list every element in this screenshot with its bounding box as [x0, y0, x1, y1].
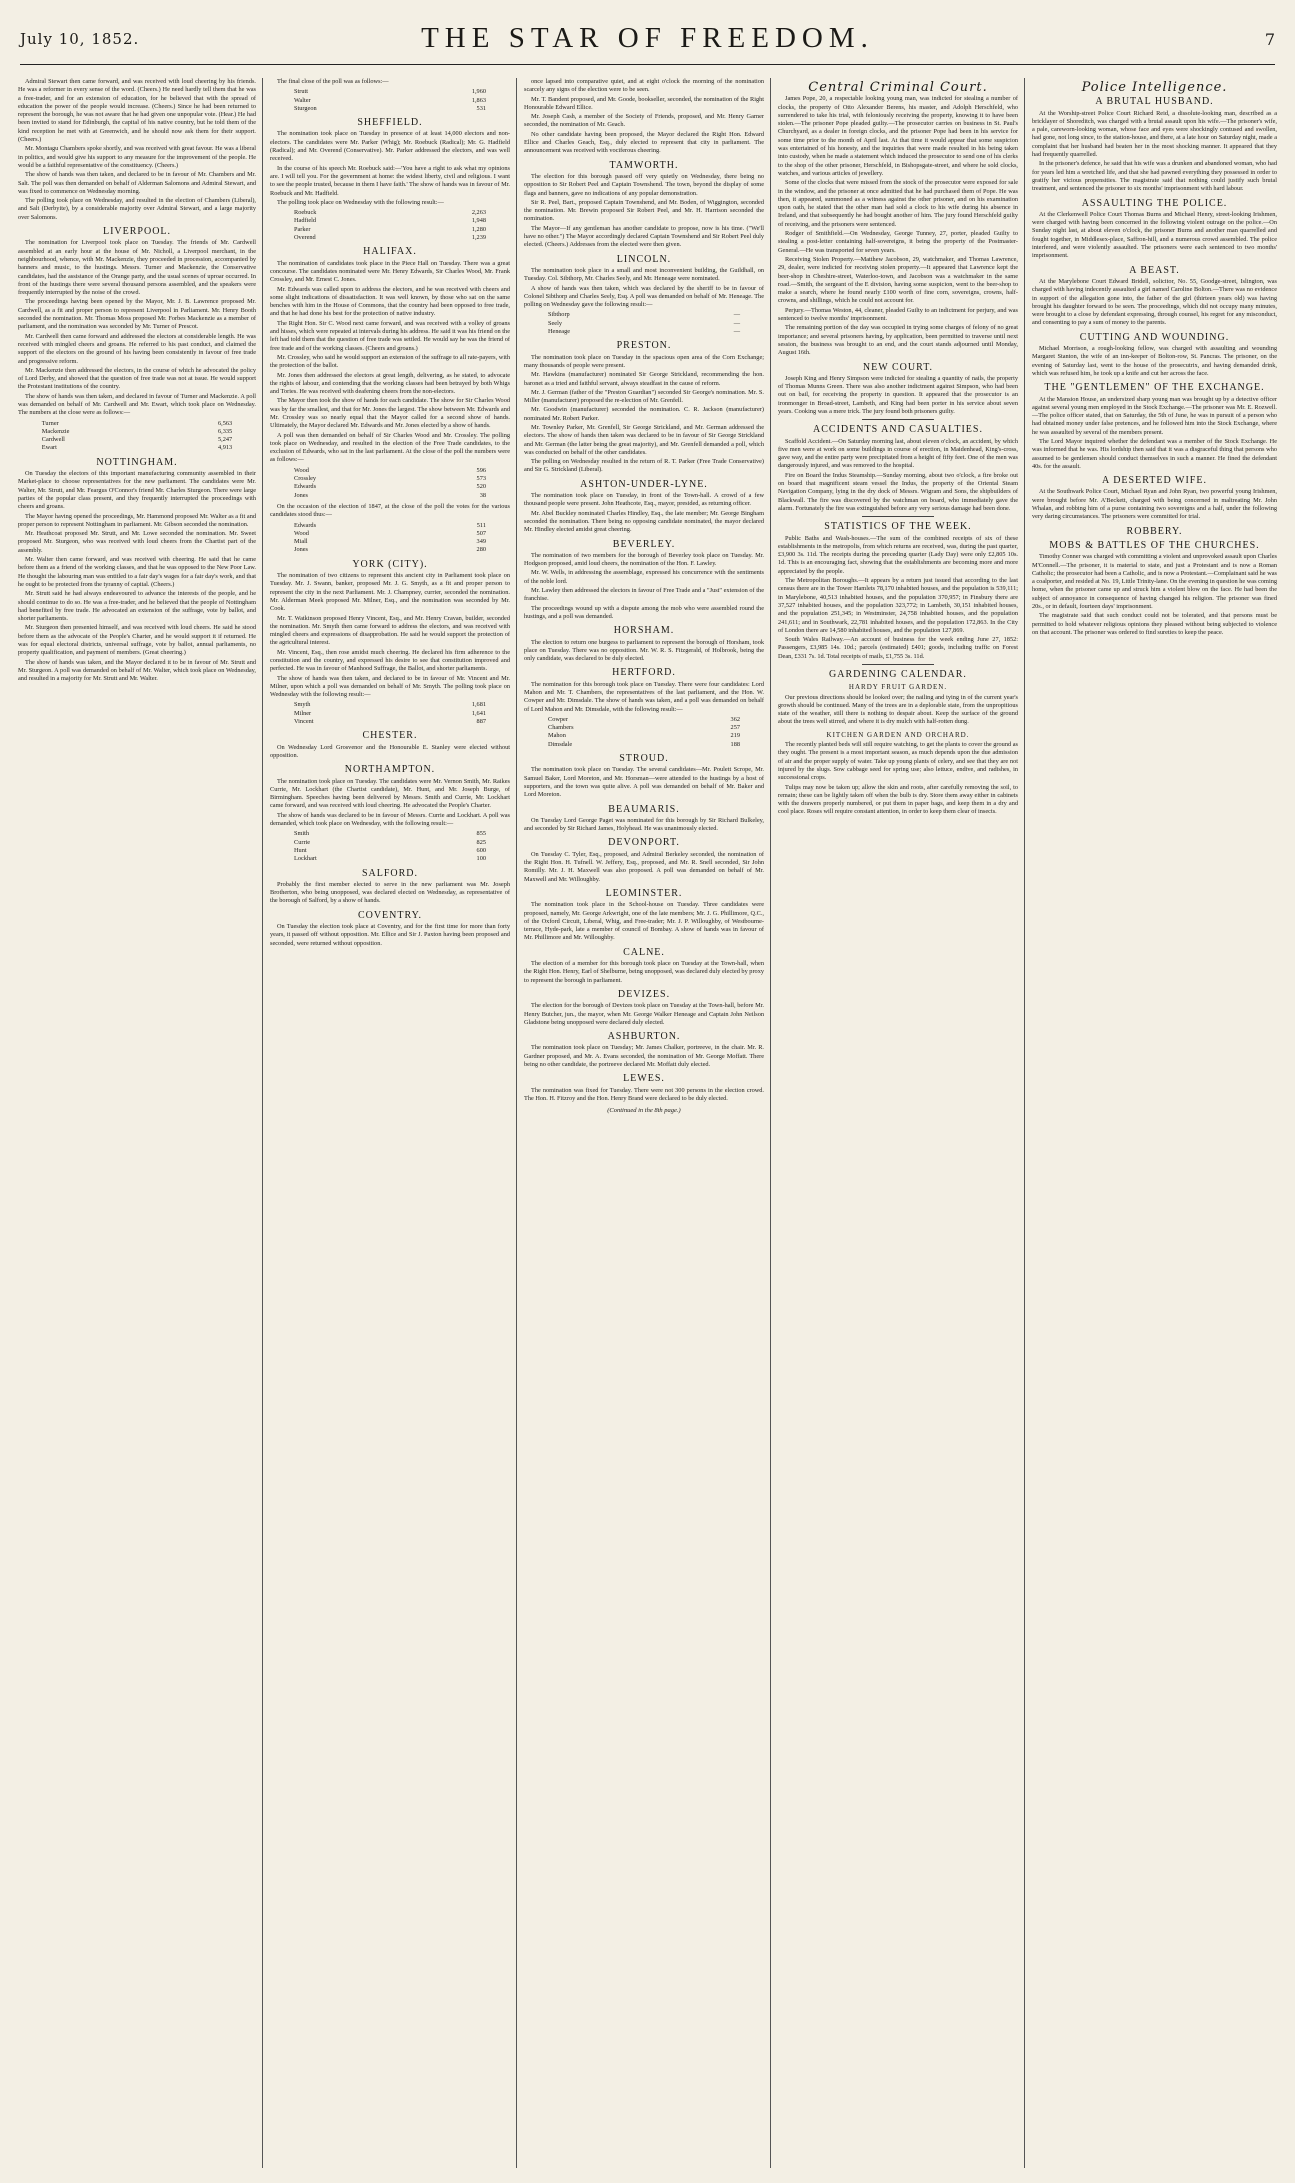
poll-row [294, 830, 486, 838]
paragraph: The Metropolitan Boroughs.—It appears by a return just issued that according to the last census there are in the Tower Hamlets 78,170 inhabited houses, and the population is 539,111; in Marylebone, 40,513 inhabited houses, and the population 370,957; in Finsbury there are 37,527 inhabited houses, and the population 323,772; in Lambeth, 30,151 inhabited houses, and the population 251,345; in Westminster, 24,758 inhabited houses, and the population 241,611; and in Southwark, 22,781 inhabited houses, and the population 172,863. In the City of London there are 14,580 inhabited houses, and the population 127,869. [778, 577, 1018, 634]
paragraph: The show of hands was declared to be in favour of Messrs. Currie and Lockhart. A poll was demanded, which took place on Wednesday, with the following result:— [270, 811, 510, 828]
poll-row [294, 710, 486, 718]
poll-row [42, 436, 232, 444]
poll-row [294, 701, 486, 709]
column-2 [270, 78, 510, 2168]
candidate-name: Wood [294, 466, 309, 474]
poll-table [548, 311, 740, 336]
vote-count: 2,263 [471, 209, 486, 217]
section-heading: DEVIZES. [617, 988, 671, 1000]
candidate-name: Heneage [548, 328, 571, 336]
poll-row [548, 724, 740, 732]
section-heading: HORSHAM. [613, 625, 675, 637]
poll-row [294, 97, 486, 105]
candidate-name: Edwards [294, 483, 317, 491]
section-heading: HALIFAX. [363, 246, 417, 258]
section-heading: SALFORD. [361, 867, 419, 879]
candidate-name: Crossley [294, 475, 317, 483]
poll-row [548, 716, 740, 724]
paragraph: The polling took place on Wednesday, and resulted in the election of Chambers (Liberal), and Salt (Derbyite), by a considerable majority over Admiral Stewart, and a large majority over Salomons. [18, 197, 256, 221]
poll-table [294, 209, 486, 242]
candidate-name: Milner [294, 709, 312, 717]
poll-row [294, 217, 486, 225]
paragraph: The polling took place on Wednesday with the following result:— [277, 198, 444, 206]
continued-note: (Continued in the 8th page.) [607, 1107, 681, 1115]
vote-count: — [733, 328, 740, 336]
section-heading: CALNE. [623, 946, 665, 958]
paragraph: Timothy Conner was charged with committing a violent and unprovoked assault upon Charles M'Connell.—The prisoner, it is material to state, and just a Protestant and is now a Roman Catholic; the prosecutor had been a Catholic, and is now a Protestant.—Complainant said he was a coalporter, and resided at No. 19, Little Trinity-lane. On the evening in question he was coming home, when the prisoner came up and struck him a violent blow on the face. He had been the subject of annoyance in consequence of having changed his religion. The prisoner was fined 20s., or in default, fourteen days' imprisonment. [1032, 553, 1277, 611]
vote-count: 188 [730, 740, 740, 748]
candidate-name: Mackenzie [41, 427, 70, 435]
divider [862, 516, 934, 517]
vote-count: 1,948 [471, 217, 486, 225]
poll-row [294, 88, 486, 96]
candidate-name: Cowper [548, 715, 568, 723]
column-rule [1024, 78, 1025, 2168]
paragraph: On the occasion of the election of 1847, at the close of the poll the votes for the various candidates stood thus:— [270, 502, 510, 519]
issue-date: July 10, 1852. [20, 30, 140, 48]
paragraph: The nomination took place on Tuesday in the spacious open area of the Corn Exchange; many thousands of people were present. [524, 353, 764, 369]
paragraph: The Mayor—If any gentleman has another candidate to propose, now is his time. ("We'll have no other.") The Mayor accordingly declared Captain Townshend and Sir Robert Peel duly elected. (Cheers.) Addresses from the elected were then given. [524, 224, 764, 249]
candidate-name: Vincent [294, 718, 314, 726]
poll-table [294, 830, 486, 863]
vote-count: 38 [479, 491, 486, 499]
paragraph: Admiral Stewart then came forward, and was received with loud cheering by his friends. He was a reformer in every sense of the word. (Cheers.) He need hardly tell them that he was a free-trader, and for an extension of education, for he believed that with the spread of education the power of the people would increase. (Cheers.) Since he had been returned to represent the borough, he was not aware that he had given one unpopular vote. (Hear.) He had been invited to stand for Edinburgh, the capital of his native country, but he told them of the kind reception he met with at Greenwich, and he should now ask them for their support. (Cheers.) [18, 78, 256, 144]
paragraph: Our previous directions should be looked over; the nailing and tying in of the current year's growth should be continued. Many of the trees are in a deplorable state, from the unpropitious state of the weather, still there is nothing to despair about. Keep the surface of the ground about the trees well stirred, and where it is dry mulch with half-rotten dung. [778, 693, 1018, 726]
section-heading: DEVONPORT. [608, 837, 680, 849]
candidate-name: Jones [294, 546, 308, 554]
vote-count: 100 [476, 855, 486, 863]
paragraph: Mr. W. Wells, in addressing the assemblage, expressed his concurrence with the sentiments of the noble lord. [524, 569, 764, 585]
section-heading: COVENTRY. [357, 909, 423, 921]
paragraph: The nomination took place on Tuesday, in front of the Town-hall. A crowd of a few thousand people were present. John Heathcote, Esq., mayor, presided, as returning officer. [524, 492, 764, 508]
paragraph: The remaining portion of the day was occupied in trying some charges of felony of no great importance; and several prisoners having, by application, been permitted to traverse until next session, the business was brought to an end, and the court stands adjourned until Monday, August 16th. [778, 324, 1018, 357]
candidate-name: Sturgeon [294, 104, 317, 112]
paragraph: The nomination took place in a small and most inconvenient building, the Guildhall, on Tuesday. Col. Sibthorp, Mr. Charles Seely, and Mr. Heneage were nominated. [524, 266, 764, 283]
paragraph: The nomination took place on Tuesday. The several candidates—Mr. Poulett Scrope, Mr. Samuel Baker, Lord Moreton, and Mr. Horsman—were attended to the hustings by a host of supporters, and the town was quite alive. A poll was demanded on behalf of Mr. Baker and Lord Moreton. [524, 766, 764, 799]
candidate-name: Turner [41, 419, 59, 427]
poll-row [42, 444, 232, 452]
poll-row [294, 855, 486, 863]
paragraph: Receiving Stolen Property.—Matthew Jacobson, 29, watchmaker, and Thomas Lawrence, 29, dealer, were indicted for receiving stolen property.—It appeared that Lawrence kept the beer-shop in Cheshire-street, Waterloo-town, and Jacobson was a watchmaker in the same road.—Smith, the sergeant of the E division, having some suspicion, went to the beer-shop to make a search, where he found nearly £100 worth of fine corn, sovereigns, crowns, half-crowns, and shillings, which he could not account for. [778, 255, 1018, 305]
paragraph: Joseph King and Henry Simpson were indicted for stealing a quantity of nails, the property of Thomas Munns Green. There was also another indictment against Simpson, who had been out on bail, for receiving the property in question. It appeared that the prosecutor is an ironmonger in Broad-street, Lambeth, and King had been porter in his service about seven years. Cooking was a mere trick. The jury found both prisoners guilty. [778, 374, 1018, 415]
paragraph: At the Worship-street Police Court Richard Reid, a dissolute-looking man, described as a bricklayer of Shoreditch, was charged with a brutal assault upon his wife.—The prisoner's wife, a pale, careworn-looking woman, whose face and eyes were shockingly contused and swollen, had gone, not long since, to the station-house, and there, at a late hour on Saturday night, made a complaint that her husband had beaten her in the most shocking manner. It appeared that they had frequently quarrelled. [1032, 109, 1277, 159]
poll-row [294, 530, 486, 538]
paragraph: The election for this borough passed off very quietly on Wednesday, there being no opposition to Sir Robert Peel and Captain Townshend. The town, beyond the display of some flags and banners, gave no indications of any popular demonstration. [524, 172, 764, 197]
paragraph: At the Clerkenwell Police Court Thomas Burns and Michael Henry, street-looking Irishmen, were charged with having been concerned in the following violent outrage on the police.—On Sunday night last, at about eleven o'clock, the prisoner Burns and another man quarrelled and fought together, in Middlesex-place, Saffron-hill, and a numerous crowd assembled. The police interfered, and were violently assaulted. The prisoners were each sentenced to two months' imprisonment. [1032, 210, 1277, 260]
paragraph: Mr. Vincent, Esq., then rose amidst much cheering. He declared his firm adherence to the constitution and the country, and expressed his desire to see that constitution improved and perfected. He was in favour of Manhood Suffrage, the Ballot, and shorter parliaments. [270, 648, 510, 673]
section-heading: HERTFORD. [612, 667, 676, 679]
section-heading: CHESTER. [362, 730, 418, 742]
vote-count: 1,681 [471, 701, 486, 709]
paragraph: At the Southwark Police Court, Michael Ryan and John Ryan, two powerful young Irishmen, were brought before Mr. A'Beckett, charged with being concerned in maltreating Mr. John Whalan, and robbing him of a purse containing two sovereigns and a half, under the following very daring circumstances. The prisoners were committed for trial. [1032, 488, 1277, 521]
masthead-rule [20, 64, 1275, 65]
column-3 [524, 78, 764, 2168]
poll-row [294, 718, 486, 726]
candidate-name: Parker [294, 225, 311, 233]
section-heading: MOBS & BATTLES OF THE CHURCHES. [1049, 539, 1260, 551]
candidate-name: Dimsdale [548, 740, 573, 748]
section-heading: THE "GENTLEMEN" OF THE EXCHANGE. [1044, 382, 1265, 394]
column-rule [262, 78, 263, 2168]
paragraph: No other candidate having been proposed, the Mayor declared the Right Hon. Edward Ellice and Charles Geach, Esq., duly elected to represent that city in parliament. The announcement was received with vociferous cheering. [524, 130, 764, 155]
candidate-name: Sibthorp [548, 311, 570, 319]
paragraph: The election to return one burgess to parliament to represent the borough of Horsham, took place on Tuesday. There was no opposition. Mr. W. R. S. Fitzgerald, of Holbrook, being the only candidate, was declared to be duly elected. [524, 638, 764, 663]
paragraph: James Pope, 20, a respectable looking young man, was indicted for stealing a number of clocks, the property of Otto Alexander Berens, his master, and Adolph Herschfeld, who surrendered to take his trial, with feloniously receiving the property, knowing it to have been stolen.—The prisoner Pope pleaded guilty.—The prosecutor carries on business in St. Paul's Churchyard, as a dealer in foreign clocks, and the prisoner Pope had been in his service for some time prior to the month of April last. At that time it would appear that some suspicion was entertained of his honesty, and the inquiries that were made resulted in his being taken into custody, when he made a statement which induced the prosecutor to send one of his clerks to the shop of the other prisoner, Herschfeld, in Bishopsgate-street, and where he sold clocks, watches, and various articles of jewellery. [778, 95, 1018, 177]
vote-count: 511 [476, 521, 486, 529]
paragraph: The proceedings having been opened by the Mayor, Mr. J. B. Lawrence proposed Mr. Cardwell, as a fit and proper person to represent Liverpool in Parliament. Mr. Henry Booth seconded the nomination. Mr. Thomas Moss proposed Mr. Forbes Mackenzie as a member of parliament, and the nomination was seconded by Mr. Turner of Prescot. [18, 298, 256, 331]
vote-count: 600 [476, 846, 486, 854]
section-heading: LINCOLN. [616, 253, 672, 265]
candidate-name: Edwards [294, 521, 317, 529]
section-heading: ASHBURTON. [607, 1031, 681, 1043]
poll-table [294, 467, 486, 500]
paragraph: The nomination for this borough took place on Tuesday. There were four candidates: Lord Mahon and Mr. T. Chambers, the representatives of the last parliament, and the Hon. W. Cowper and Mr. Dimsdale. The show of hands was taken, and a poll was demanded on behalf of Lord Mahon and Mr. Dimsdale, with the following result:— [524, 680, 764, 713]
poll-row [294, 209, 486, 217]
paragraph: South Wales Railway.—An account of business for the week ending June 27, 1852: Passengers, £3,985 14s. 10d.; parcels (estimated) £401; goods, including traffic on Forest Dean, £331 7s. 1d. Total receipts of mails, £1,755 3s. 11d. [778, 636, 1018, 660]
paragraph: The Mayor having opened the proceedings, Mr. Hammond proposed Mr. Walter as a fit and proper person to represent Nottingham in parliament. Mr. Gibson seconded the nomination. [18, 512, 256, 528]
section-heading: YORK (CITY). [352, 558, 428, 570]
paragraph: The nomination of candidates took place in the Piece Hall on Tuesday. There was a great concourse. The candidates nominated were Mr. Henry Edwards, Sir Charles Wood, Mr. Frank Crossley, and Mr. Ernest C. Jones. [270, 259, 510, 284]
section-heading: ROBBERY. [1126, 525, 1183, 537]
paragraph: The election for the borough of Devizes took place on Tuesday at the Town-hall, before Mr. Henry Butcher, jun., the mayor, when Mr. George Walker Heneage and Captain John Neilson Gladstone being unopposed were declared duly elected. [524, 1002, 764, 1026]
poll-row [294, 467, 486, 475]
column-rule [516, 78, 517, 2168]
paragraph: The nomination took place on Tuesday in presence of at least 14,000 electors and non-electors. The candidates were Mr. Parker (Whig); Mr. Roebuck (Radical); Mr. G. Hadfield (Radical); and Mr. Overend (Conservative). Mr. Parker addressed the electors, and was well received. [270, 130, 510, 163]
paragraph: The nomination of two citizens to represent this ancient city in Parliament took place on Tuesday. Mr. J. Swann, banker, proposed Mr. J. G. Smyth, as a fit and proper person to represent the city in the next Parliament. Mr. J. Champney, currier, seconded the nomination. Mr. Alderman Meek proposed Mr. Milner, Esq., and the nomination was seconded by Mr. Cook. [270, 572, 510, 613]
candidate-name: Hadfield [294, 217, 317, 225]
vote-count: 349 [476, 538, 486, 546]
paragraph: Mr. T. Bandent proposed, and Mr. Goode, bookseller, seconded, the nomination of the Right Honourable Edward Ellice. [524, 95, 764, 111]
section-heading: A BRUTAL HUSBAND. [1095, 96, 1214, 108]
paragraph: The Lord Mayor inquired whether the defendant was a member of the Stock Exchange. He was informed that he was. His lordship then said that it was a disgraceful thing that persons who assumed to be gentlemen should conduct themselves in such a manner. He fined the defendant 40s. for the assault. [1032, 437, 1277, 470]
paragraph: Mr. Joseph Cash, a member of the Society of Friends, proposed, and Mr. Henry Garner seconded, the nomination of Mr. Geach. [524, 113, 764, 129]
poll-table [548, 716, 740, 749]
paragraph: The show of hands was then taken, and declared in favour of Turner and Mackenzie. A poll was demanded on behalf of Mr. Cardwell and Mr. Ewart, which took place on Wednesday. The numbers at the close were as follows:— [18, 392, 256, 417]
poll-table [294, 88, 486, 113]
paragraph: Mr. Hawkins (manufacturer) nominated Sir George Strickland, recommending the hon. baronet as a tried and faithful servant, always steadfast in the cause of reform. [524, 371, 764, 387]
paragraph: Mr. Lawley then addressed the electors in favour of Free Trade and a "Just" extension of the franchise. [524, 587, 764, 603]
paragraph: Mr. Cardwell then came forward and addressed the electors at considerable length. He was received with mingled cheers and groans. He referred to his past conduct, and claimed the support of the electors on the ground of his having been consistently in favour of free trade and progressive reform. [18, 332, 256, 365]
paragraph: Scaffold Accident.—On Saturday morning last, about eleven o'clock, an accident, by which five men were at work on some buildings in course of erection, in Maidenhead, King's-cross, gave way, and the entire party were precipitated from a height of fifty feet. One of the men was dangerously injured, and was removed to the hospital. [778, 437, 1018, 470]
poll-row [42, 420, 232, 428]
paragraph: A poll was then demanded on behalf of Sir Charles Wood and Mr. Crossley. The polling took place on Wednesday, and resulted in the election of the Free Trade candidates, to the exclusion of Edwards, who sat in the last parliament. At the close of the poll the numbers were as follows:— [270, 431, 510, 464]
candidate-name: Strutt [294, 88, 308, 96]
vote-count: 596 [476, 466, 486, 474]
section-masthead: Central Criminal Court. [808, 80, 988, 95]
section-heading: STROUD. [619, 753, 669, 765]
poll-row [42, 428, 232, 436]
candidate-name: Currie [294, 838, 311, 846]
paragraph: Rodger of Smithfield.—On Wednesday, George Tunney, 27, porter, pleaded Guilty to stealing a post-letter containing half-sovereigns, it being the property of the Postmaster-General.—He was transported for seven years. [778, 230, 1018, 254]
vote-count: 1,863 [471, 96, 486, 104]
section-heading: LIVERPOOL. [102, 226, 172, 238]
vote-count: — [733, 311, 740, 319]
paragraph: Fire on Board the Indus Steamship.—Sunday morning, about two o'clock, a fire broke out on board that magnificent steam vessel the Indus, the property of the Oriental Steam Navigation Company, lying in the dry dock of Messrs. Wigram and Sons, the shipbuilders of Blackwall. The fire was discovered by the watchman on board, who immediately gave the alarm. Fortunately the fire was extinguished before any very serious damage had been done. [778, 471, 1018, 512]
poll-row [548, 320, 740, 328]
section-heading: ASHTON-UNDER-LYNE. [580, 478, 708, 490]
section-heading: BEAUMARIS. [608, 803, 680, 815]
vote-count: 6,563 [218, 419, 233, 427]
section-heading: TAMWORTH. [609, 159, 679, 171]
vote-count: 520 [476, 483, 486, 491]
divider [862, 419, 934, 420]
newspaper-title: THE STAR OF FREEDOM. [421, 22, 874, 54]
masthead [20, 0, 1275, 70]
section-masthead: Police Intelligence. [1081, 80, 1228, 95]
paragraph: The polling on Wednesday resulted in the return of R. T. Parker (Free Trade Conservative) and Sir G. Strickland (Liberal). [524, 458, 764, 474]
paragraph: The show of hands was then taken, and declared to be in favour of Mr. Vincent and Mr. Milner, upon which a poll was demanded on behalf of Mr. Smyth. The polling took place on Wednesday with the following result:— [270, 674, 510, 699]
paragraph: Mr. Montagu Chambers spoke shortly, and was received with great favour. He was a liberal in politics, and would give his support to any measure for the improvement of the people. He would be a faithful representative of the constituency. (Cheers.) [18, 145, 256, 169]
paragraph: Sir R. Peel, Bart., proposed Captain Townshend, and Mr. Boden, of Wiggington, seconded the nomination. Mr. Brewin proposed Sir Robert Peel, and Mr. H. Harrison seconded the nomination. [524, 198, 764, 223]
vote-count: 1,280 [471, 225, 486, 233]
candidate-name: Roebuck [294, 209, 317, 217]
vote-count: 1,239 [471, 234, 486, 242]
section-heading: A BEAST. [1129, 264, 1180, 276]
poll-row [548, 328, 740, 336]
vote-count: 855 [476, 830, 486, 838]
candidate-name: Ewart [41, 444, 57, 452]
vote-count: 5,247 [218, 436, 233, 444]
vote-count: 531 [476, 104, 486, 112]
candidate-name: Cardwell [41, 436, 65, 444]
vote-count: 4,913 [218, 444, 233, 452]
candidate-name: Hunt [294, 846, 307, 854]
poll-row [294, 847, 486, 855]
vote-count: 825 [476, 838, 486, 846]
section-heading: A DESERTED WIFE. [1102, 475, 1207, 487]
paragraph: Mr. Strutt said he had always endeavoured to advance the interests of the people, and he should continue to do so. He was a free-trader, and he believed that the people of Nottingham had benefited by free trade. He advocated an extension of the suffrage, vote by ballot, and shorter parliaments. [18, 590, 256, 623]
vote-count: 6,335 [218, 427, 233, 435]
paragraph: The proceedings wound up with a dispute among the mob who were assembled round the hustings, and a poll was demanded. [524, 604, 764, 620]
candidate-name: Overend [294, 234, 316, 242]
vote-count: 507 [476, 529, 486, 537]
paragraph: The nomination took place on Tuesday; Mr. James Chalker, portreeve, in the chair. Mr. R. Gardner proposed, and Mr. A. Evans seconded, the nomination of Mr. George Moffatt. There being no other candidate, the portreeve declared Mr. Moffatt duly elected. [524, 1044, 764, 1068]
poll-row [294, 546, 486, 554]
paragraph: Mr. T. Watkinson proposed Henry Vincent, Esq., and Mr. Henry Cravan, builder, seconded the nomination. Mr. Smyth then came forward to address the electors, and was received with mingled cheers and expressions of disapprobation. He said he would support the protection of the agricultural interest. [270, 614, 510, 647]
page-number: 7 [1264, 30, 1275, 49]
section-heading: STATISTICS OF THE WEEK. [824, 521, 972, 533]
paragraph: The nomination was fixed for Tuesday. There were not 300 persons in the election crowd. The Hon. H. Fitzroy and the Hon. Henry Brand were declared to be duly elected. [524, 1086, 764, 1102]
divider [862, 664, 934, 665]
vote-count: 887 [476, 718, 486, 726]
poll-row [548, 732, 740, 740]
section-heading: ASSAULTING THE POLICE. [1081, 197, 1228, 209]
paragraph: The Mayor then took the show of hands for each candidate. The show for Sir Charles Wood was by far the smallest, and that for Mr. Jones the largest. The show between Mr. Edwards and Mr. Crossley was so nearly equal that the Mayor called for a second show of hands. Ultimately, the Mayor declared Mr. Edwards and Mr. Jones elected by a show of hands. [270, 397, 510, 430]
paragraph: On Tuesday C. Tyler, Esq., proposed, and Admiral Berkeley seconded, the nomination of the Right Hon. H. Tufnell. W. Jeffery, Esq., proposed, and Mr. R. Snell seconded, Sir John Romilly. Mr. J. H. Maxwell was also proposed. A poll was demanded on behalf of Mr. Maxwell and Mr. Willoughby. [524, 850, 764, 883]
paragraph: On Tuesday the electors of this important manufacturing community assembled in their Market-place to choose representatives for the new parliament. The candidates were Mr. Walter, Mr. Strutt, and Mr. Feargus O'Connor's friend Mr. Charles Sturgeon. There were large parties of the popular class present, and they frequently interrupted the proceedings with cheers and groans. [18, 470, 256, 511]
column-4 [778, 78, 1018, 2168]
poll-table [294, 701, 486, 726]
paragraph: Some of the clocks that were missed from the stock of the prosecutor were exposed for sale in the window, and the prisoner at once admitted that he had purchased them of Pope. He was then, it appeared, summoned as a witness against the other prisoner, and on his examination upon oath, he stated that the other man had sold a clock to his wife during his absence in Ireland, and that subsequently he had bought another of him. The jury found Herschfeld guilty of receiving, and the prisoners were sentenced. [778, 179, 1018, 228]
candidate-name: Lockhart [294, 855, 317, 863]
paragraph: Probably the first member elected to serve in the new parliament was Mr. Joseph Brotherton, who being unopposed, was declared elected on Wednesday, as representative of the borough of Salford, by a show of hands. [270, 880, 510, 905]
paragraph: The Right Hon. Sir C. Wood next came forward, and was received with a volley of groans and hisses, which were repeated at intervals during his address. He said it was his friend on the left had told them that the question of free trade was settled. He would say he was the friend of free trade and of the working classes. (Cheers and groans.) [270, 319, 510, 352]
candidate-name: Wood [294, 529, 309, 537]
paragraph: Mr. Edwards was called upon to address the electors, and he was received with cheers and some slight indications of dissatisfaction. It was well known, by those who sat on the same benches with him in the House of Commons, that the country had been opposed to free trade, and that he had done his best for the protection of native industry. [270, 285, 510, 318]
section-heading: CUTTING AND WOUNDING. [1079, 331, 1230, 343]
poll-row [294, 226, 486, 234]
candidate-name: Smyth [294, 701, 311, 709]
paragraph: Mr. Crossley, who said he would support an extension of the suffrage to all rate-payers, with the protection of the ballot. [270, 353, 510, 370]
section-heading: LEWES. [623, 1073, 665, 1085]
paragraph: Mr. J. German (father of the "Preston Guardian") seconded Sir George's nomination. Mr. S. Miller (manufacturer) proposed the re-election of Mr. Grenfell. [524, 388, 764, 405]
paragraph: Mr. Jones then addressed the electors at great length, delivering, as he stated, to advocate the rights of labour, and contending that the working classes had been betrayed by both Whigs and Tories. He was received with deafening cheers from the non-electors. [270, 371, 510, 396]
paragraph: In the prisoner's defence, he said that his wife was a drunken and abandoned woman, who had for years led him a wretched life, and that she had pawned everything they possessed in order to gratify her vicious propensities. The magistrate said that nothing could justify such brutal treatment, and sentenced the prisoner to six months' imprisonment with hard labour. [1032, 160, 1277, 193]
candidate-name: Mahon [548, 732, 566, 740]
paragraph: The nomination of two members for the borough of Beverley took place on Tuesday. Mr. Hodgson proposed, amid loud cheers, the nomination of the Hon. F. Lawley. [524, 551, 764, 568]
section-heading: NEW COURT. [862, 361, 934, 373]
paragraph: On Tuesday the election took place at Coventry, and for the first time for more than forty years, it passed off without opposition. Mr. Ellice and Sir J. Paxton having been proposed and seconded, were returned without opposition. [270, 923, 510, 947]
paragraph: The final close of the poll was as follows:— [277, 78, 389, 85]
vote-count: 573 [476, 475, 486, 483]
paragraph: The recently planted beds will still require watching, to get the plants to cover the ground as they ought. The present is a most important season, as much depends upon the due admission of air and the proper supply of water. Take up young plants of celery, and see that they are not injured by the slugs. Sow cabbage seed for spring use; also lettuce, endive, and radishes, in successional crops. [778, 741, 1018, 782]
vote-count: 1,960 [471, 88, 486, 96]
section-heading: NOTTINGHAM. [96, 456, 178, 468]
poll-row [294, 234, 486, 242]
vote-count: 280 [476, 546, 486, 554]
paragraph: The nomination for Liverpool took place on Tuesday. The friends of Mr. Cardwell assembled at an early hour at the house of Mr. Nicholl, a Liverpool merchant, in the neighbourhood, whence, with Mr. Mackenzie, they proceeded in procession, accompanied by banners and music, to the hustings. Messrs. Turner and Mackenzie, the Conservative candidates, had the assistance of the Orange party, and the usual scenes of uproar occurred. In front of the hustings there were several thousand persons assembled, and the speakers were frequently interrupted by the noise of the crowd. [18, 239, 256, 297]
poll-row [294, 538, 486, 546]
paragraph: once lapsed into comparative quiet, and at eight o'clock the morning of the nomination scarcely any signs of the election were to be seen. [524, 78, 764, 94]
candidate-name: Miall [294, 538, 308, 546]
vote-count: 257 [730, 724, 740, 732]
paragraph: The nomination took place on Tuesday. The candidates were Mr. Vernon Smith, Mr. Raikes Currie, Mr. Lockhart (the Chartist candidate), Mr. Hunt, and Mr. Joseph Burge, of Birmingham. Speeches having been delivered by Messrs. Smith and Currie, Mr. Lockhart came forward, and was received with loud cheering. He advocated the People's Charter. [270, 777, 510, 810]
paragraph: Mr. Sturgeon then presented himself, and was received with loud cheers. He said he stood before them as the advocate of the People's Charter, and he would support it if returned. He was for equal electoral districts, universal suffrage, vote by ballot, annual parliaments, no property qualification, and payment of members. (Great cheering.) [18, 624, 256, 657]
candidate-name: Smith [294, 830, 310, 838]
paragraph: Mr. Townley Parker, Mr. Grenfell, Sir George Strickland, and Mr. German addressed the electors. The show of hands then taken was declared to be in favour of Sir George Strickland and Mr. German (the latter being the great majority), and Mr. Grenfell demanded a poll, which was conducted on behalf of the other candidates. [524, 423, 764, 456]
paragraph: Mr. Walter then came forward, and was received with cheering. He said that he came before them as a friend of the working classes, and that he was opposed to the New Poor Law. He thought the labouring man was entitled to a fair day's wages for a fair day's work, and that he ought to be protected from the tyranny of capital. (Cheers.) [18, 556, 256, 588]
vote-count: 1,641 [471, 709, 486, 717]
paragraph: Mr. Goodwin (manufacturer) seconded the nomination. C. R. Jackson (manufacturer) nominated Mr. Robert Parker. [524, 406, 764, 422]
poll-row [294, 839, 486, 847]
candidate-name: Walter [294, 96, 311, 104]
paragraph: The show of hands was taken, and the Mayor declared it to be in favour of Mr. Strutt and Mr. Sturgeon. A poll was demanded on behalf of Mr. Walter, which took place on Wednesday, and resulted in a majority for Mr. Strutt and Mr. Walter. [18, 658, 256, 683]
poll-table [42, 420, 232, 453]
paragraph: On Tuesday Lord George Paget was nominated for this borough by Sir Richard Bulkeley, and seconded by Sir Richard James, Holyhead. He was unanimously elected. [524, 816, 764, 833]
paragraph: Mr. Heathcoat proposed Mr. Strutt, and Mr. Lowe seconded the nomination. Mr. Sweet proposed Mr. Sturgeon, who was received with loud cheers from the Chartist part of the assembly. [18, 530, 256, 554]
poll-row [294, 522, 486, 530]
paragraph: Michael Morrison, a rough-looking fellow, was charged with assaulting and wounding Margaret Stanton, the wife of an inn-keeper of Bolton-row, St. Pancras. The prisoner, on the evening of Saturday last, went to the house of the prosecutrix, and having demanded drink, which was refused him, he took up a knife and cut her across the face. [1032, 345, 1277, 377]
section-heading: LEOMINSTER. [605, 887, 683, 899]
paragraph: Mr. Abel Buckley nominated Charles Hindley, Esq., the late member; Mr. George Bingham seconded the nomination. There being no opposing candidate nominated, the mayor declared Mr. Hindley elected amidst great cheering. [524, 509, 764, 534]
poll-row [294, 483, 486, 491]
section-heading: BEVERLEY. [612, 538, 676, 550]
candidate-name: Seely [548, 319, 562, 327]
column-5 [1032, 78, 1277, 2168]
paragraph: At the Marylebone Court Edward Bridell, solicitor, No. 55, Goodge-street, Islington, was charged with having indecently assaulted a girl named Caroline Bolton.—There was no evidence in support of the allegation gone into, the father of the girl (thirteen years old) was having brought his daughter forward to be seen. The proceedings, which did not occupy many minutes, were brought to a close by defendant expressing, through counsel, his regret for any misconduct, and consenting to pay a sum of money to the parents. [1032, 277, 1277, 327]
poll-row [294, 105, 486, 113]
paragraph: A show of hands was then taken, which was declared by the sheriff to be in favour of Colonel Sibthorp and Charles Seely, Esq. A poll was demanded on behalf of Mr. Heneage. The polling on Wednesday gave the following result:— [524, 284, 764, 309]
subsection-heading: HARDY FRUIT GARDEN. [848, 683, 948, 692]
subsection-heading: KITCHEN GARDEN AND ORCHARD. [826, 730, 970, 739]
paragraph: Perjury.—Thomas Weston, 44, cleaner, pleaded Guilty to an indictment for perjury, and was sentenced to twelve months' imprisonment. [778, 306, 1018, 323]
vote-count: 362 [730, 715, 740, 723]
poll-row [548, 741, 740, 749]
paragraph: The election of a member for this borough took place on Tuesday at the Town-hall, when the Right Hon. Henry, Earl of Shelburne, being unopposed, was declared duly elected by proxy to represent the borough in parliament. [524, 960, 764, 984]
poll-row [294, 475, 486, 483]
candidate-name: Jones [294, 491, 308, 499]
column-rule [770, 78, 771, 2168]
section-heading: ACCIDENTS AND CASUALTIES. [813, 424, 983, 436]
paragraph: Mr. Mackenzie then addressed the electors, in the course of which he advocated the policy of Lord Derby, and showed that the question of free trade was not at issue. He would support the Protestant institutions of the country. [18, 366, 256, 391]
paragraph: The magistrate said that such conduct could not be tolerated, and that persons must be permitted to hold whatever religious opinions they pleased without being subjected to violence on that account. The prisoner was ordered to find sureties to keep the peace. [1032, 612, 1277, 636]
poll-table [294, 522, 486, 555]
section-heading: SHEFFIELD. [357, 117, 423, 129]
section-heading: NORTHAMPTON. [344, 764, 436, 776]
column-1 [18, 78, 256, 2168]
vote-count: 219 [730, 732, 740, 740]
paragraph: The nomination took place in the School-house on Tuesday. Three candidates were proposed, namely, Mr. George Arkwright, one of the late members; Mr. J. G. Phillimore, Q.C., of the Oxford Circuit, Liberal, Whig, and Free-trader; Mr. J. P. Willoughby, of Westbourne-terrace, Hyde-park, late a member of council of Bombay. A show of hands was in favour of Mr. Phillimore and Mr. Willoughby. [524, 901, 764, 942]
paragraph: In the course of his speech Mr. Roebuck said:—'You have a right to ask what my opinions are. I will tell you. For the government at home: the widest liberty, civil and religious. I want to see the people trusted, because in them I have faith.' The show of hands was in favour of Mr. Roebuck and Mr. Hadfield. [270, 164, 510, 197]
poll-row [294, 492, 486, 500]
section-heading: PRESTON. [616, 340, 672, 352]
section-heading: GARDENING CALENDAR. [829, 669, 967, 680]
poll-row [548, 311, 740, 319]
paragraph: The show of hands was then taken, and declared to be in favour of Mr. Chambers and Mr. Salt. The poll was then demanded on behalf of Alderman Salomons and Admiral Stewart, and was fixed to commence on Wednesday morning. [18, 171, 256, 195]
vote-count: — [733, 319, 740, 327]
paragraph: Public Baths and Wash-houses.—The sum of the combined receipts of six of these establishments in the metropolis, from which returns are received, was, during the past quarter, £3,900 3s. 11d. The receipts during the preceding quarter (Lady Day) were only £2,805 10s. 1d. This is an encouraging fact, showing that the establishments are becoming more and more appreciated by the people. [778, 534, 1018, 575]
paragraph: On Wednesday Lord Grosvenor and the Honourable E. Stanley were elected without opposition. [270, 743, 510, 759]
candidate-name: Chambers [548, 724, 574, 732]
paragraph: Tulips may now be taken up; allow the skin and roots, after carefully removing the soil, to remain; these can be lightly taken off when the bulb is dry. Store them away either in cabinets with the drawers properly numbered, or put them in paper bags, and keep them in a dry and cool place. Roses will require constant attention, in order to keep them clear of insects. [778, 783, 1018, 816]
paragraph: At the Mansion House, an undersized sharp young man was brought up by a detective officer against several young men employed in the Stock Exchange.—The prisoner was Mr. E. Rozwell.—The police officer stated, that on Saturday, the 5th of June, he was in pursuit of a person who had obtained money under false pretences, and he followed him into the Stock Exchange, where he was assaulted by several of the members present. [1032, 395, 1277, 436]
